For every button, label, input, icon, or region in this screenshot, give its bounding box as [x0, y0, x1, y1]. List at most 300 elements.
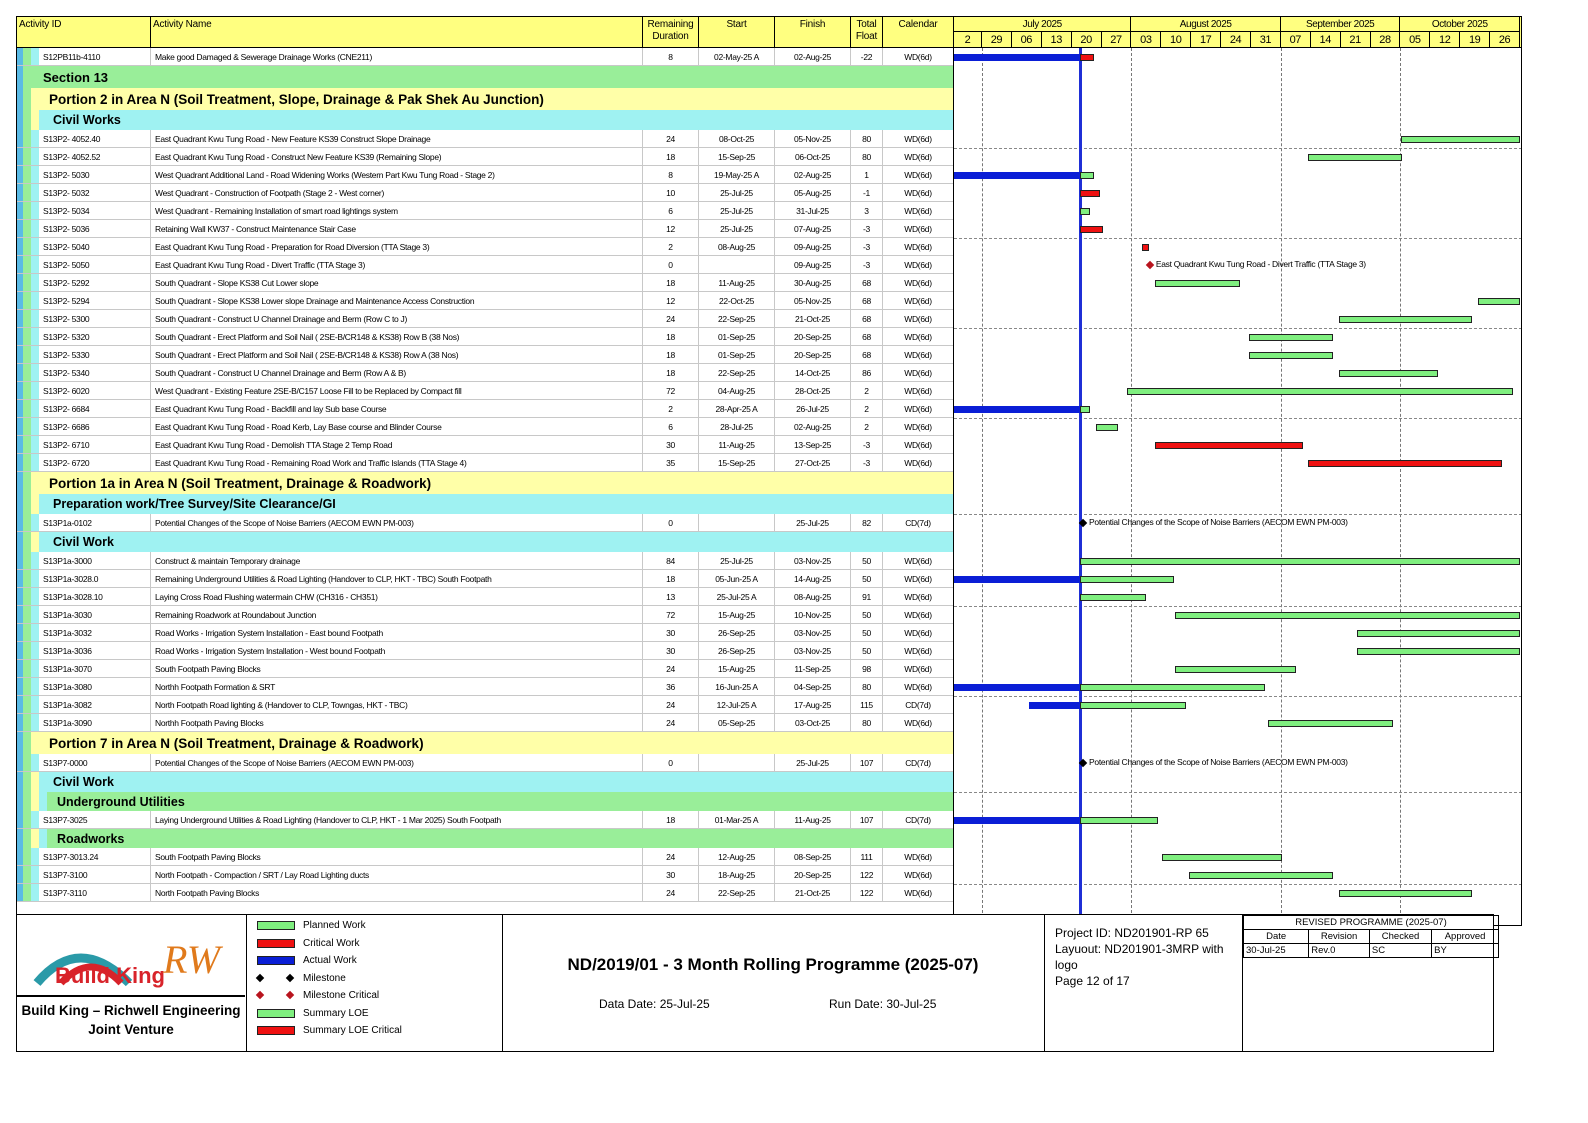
- activity-id: S13P2- 5294: [39, 292, 151, 309]
- legend-milestone-swatch: [257, 974, 295, 983]
- critical-bar[interactable]: [1142, 244, 1149, 251]
- activity-id: S13P2- 5034: [39, 202, 151, 219]
- total-float: 50: [851, 552, 883, 569]
- total-float: 68: [851, 346, 883, 363]
- week-label: 10: [1161, 32, 1191, 48]
- finish-date: 07-Aug-25: [775, 220, 851, 237]
- critical-bar[interactable]: [1308, 460, 1502, 467]
- finish-date: 02-Aug-25: [775, 48, 851, 65]
- activity-id: S13P1a-3080: [39, 678, 151, 695]
- finish-date: 14-Aug-25: [775, 570, 851, 587]
- activity-name: North Footpath - Compaction / SRT / Lay Road Lighting ducts: [151, 866, 643, 883]
- table-row[interactable]: [17, 884, 953, 902]
- total-float: -3: [851, 454, 883, 471]
- total-float: 80: [851, 678, 883, 695]
- civil-label: Civil Works: [53, 113, 121, 127]
- finish-date: 21-Oct-25: [775, 884, 851, 901]
- start-date: [699, 514, 775, 531]
- activity-id: S13P2- 4052.40: [39, 130, 151, 147]
- calendar: WD(6d): [904, 224, 932, 234]
- critical-bar[interactable]: [1080, 226, 1103, 233]
- planned-bar[interactable]: [1080, 406, 1090, 413]
- planned-bar[interactable]: [1080, 208, 1090, 215]
- actual-bar[interactable]: [1029, 702, 1081, 709]
- table-row[interactable]: [17, 660, 953, 678]
- legend-item: [257, 938, 359, 949]
- activity-name: South Quadrant - Construct U Channel Drainage and Berm (Row A & B): [151, 364, 643, 381]
- revision-col: Revision: [1309, 930, 1370, 944]
- week-label: 12: [1430, 32, 1460, 48]
- finish-date: 21-Oct-25: [775, 310, 851, 327]
- actual-bar[interactable]: [954, 684, 1080, 691]
- row-gridline: [954, 418, 1521, 419]
- remaining-duration: 0: [643, 514, 699, 531]
- total-float: 107: [851, 811, 883, 828]
- calendar: CD(7d): [905, 815, 931, 825]
- activity-name: South Footpath Paving Blocks: [151, 660, 643, 677]
- table-row[interactable]: [17, 400, 953, 418]
- week-label: 28: [1371, 32, 1401, 48]
- activity-name: Northh Footpath Formation & SRT: [151, 678, 643, 695]
- remaining-duration: 30: [643, 436, 699, 453]
- remaining-duration: 18: [643, 346, 699, 363]
- planned-bar[interactable]: [1080, 576, 1173, 583]
- remaining-duration: 35: [643, 454, 699, 471]
- activity-id: S13P2- 4052.52: [39, 148, 151, 165]
- planned-bar[interactable]: [1339, 890, 1472, 897]
- col-calendar[interactable]: Calendar: [898, 19, 938, 30]
- total-float: 98: [851, 660, 883, 677]
- table-row[interactable]: [17, 418, 953, 436]
- activity-name: South Quadrant - Construct U Channel Drainage and Berm (Row C to J): [151, 310, 643, 327]
- calendar: WD(6d): [904, 556, 932, 566]
- activity-name: East Quadrant Kwu Tung Road - Demolish TTA Stage 2 Temp Road: [151, 436, 643, 453]
- planned-bar[interactable]: [1478, 298, 1520, 305]
- remaining-duration: 0: [643, 256, 699, 273]
- revision-header: REVISED PROGRAMME (2025-07): [1244, 916, 1499, 930]
- week-label: 13: [1042, 32, 1072, 48]
- planned-bar[interactable]: [1357, 630, 1520, 637]
- milestone-label: Potential Changes of the Scope of Noise Barriers (AECOM EWN PM-003): [1089, 517, 1348, 527]
- planned-bar[interactable]: [1080, 702, 1186, 709]
- activity-id: S12PB11b-4110: [39, 48, 151, 65]
- critical-bar[interactable]: [1080, 54, 1094, 61]
- activity-id: S13P1a-3032: [39, 624, 151, 641]
- activity-id: S13P2- 5030: [39, 166, 151, 183]
- finish-date: 03-Oct-25: [775, 714, 851, 731]
- revision-col: Checked: [1369, 930, 1431, 944]
- table-row[interactable]: [17, 811, 953, 829]
- planned-bar[interactable]: [1249, 334, 1333, 341]
- table-row[interactable]: [17, 754, 953, 772]
- calendar: CD(7d): [905, 758, 931, 768]
- row-gridline: [954, 514, 1521, 515]
- milestone-marker[interactable]: [1146, 261, 1154, 269]
- col-finish[interactable]: Finish: [775, 17, 851, 48]
- start-date: 15-Sep-25: [699, 148, 775, 165]
- table-row[interactable]: [17, 184, 953, 202]
- start-date: 26-Sep-25: [699, 624, 775, 641]
- start-date: 16-Jun-25 A: [699, 678, 775, 695]
- total-float: 68: [851, 292, 883, 309]
- finish-date: 17-Aug-25: [775, 696, 851, 713]
- remaining-duration: 24: [643, 884, 699, 901]
- finish-date: 06-Oct-25: [775, 148, 851, 165]
- calendar: WD(6d): [904, 296, 932, 306]
- planned-bar[interactable]: [1162, 854, 1283, 861]
- civil-band[interactable]: [17, 772, 953, 792]
- start-date: 01-Sep-25: [699, 328, 775, 345]
- month-gridline: [1400, 48, 1401, 926]
- finish-date: 25-Jul-25: [775, 514, 851, 531]
- table-row[interactable]: [17, 848, 953, 866]
- activity-id: S13P1a-3028.10: [39, 588, 151, 605]
- total-float: -1: [851, 184, 883, 201]
- finish-date: 03-Nov-25: [775, 642, 851, 659]
- table-row[interactable]: [17, 274, 953, 292]
- portion-band[interactable]: [17, 88, 953, 110]
- week-label: 17: [1191, 32, 1221, 48]
- table-row[interactable]: [17, 256, 953, 274]
- portion-label: Portion 2 in Area N (Soil Treatment, Slope, Drainage & Pak Shek Au Junction): [49, 91, 544, 107]
- col-total-float[interactable]: Total Float: [851, 17, 883, 48]
- total-float: 68: [851, 274, 883, 291]
- actual-bar[interactable]: [954, 817, 1080, 824]
- project-layout: Layuout: ND201901-3MRP with logo: [1055, 942, 1224, 972]
- finish-date: 05-Aug-25: [775, 184, 851, 201]
- activity-name: South Quadrant - Slope KS38 Cut Lower slope: [151, 274, 643, 291]
- page-number: Page 12 of 17: [1055, 974, 1130, 988]
- section-band[interactable]: [17, 66, 953, 88]
- table-row[interactable]: [17, 678, 953, 696]
- finish-date: 11-Sep-25: [775, 660, 851, 677]
- finish-date: 08-Sep-25: [775, 848, 851, 865]
- table-row[interactable]: [17, 606, 953, 624]
- start-date: 22-Sep-25: [699, 884, 775, 901]
- total-float: 68: [851, 328, 883, 345]
- activity-id: S13P7-3025: [39, 811, 151, 828]
- legend-label: Milestone: [303, 972, 346, 984]
- project-info: [1045, 915, 1243, 1051]
- legend-swatch: [257, 1026, 295, 1035]
- table-row[interactable]: [17, 364, 953, 382]
- planned-bar[interactable]: [1249, 352, 1333, 359]
- table-row[interactable]: [17, 588, 953, 606]
- activity-name: North Footpath Road lighting & (Handover to CLP, Towngas, HKT - TBC): [151, 696, 643, 713]
- week-label: 31: [1251, 32, 1281, 48]
- section-label: Section 13: [43, 69, 109, 85]
- legend-label: Actual Work: [303, 955, 357, 966]
- civil-band[interactable]: [17, 494, 953, 514]
- start-date: 05-Sep-25: [699, 714, 775, 731]
- start-date: [699, 754, 775, 771]
- finish-date: 13-Sep-25: [775, 436, 851, 453]
- activity-id: S13P1a-3000: [39, 552, 151, 569]
- remaining-duration: 12: [643, 292, 699, 309]
- table-row[interactable]: [17, 436, 953, 454]
- table-row[interactable]: [17, 48, 953, 66]
- finish-date: 03-Nov-25: [775, 552, 851, 569]
- remaining-duration: 2: [643, 400, 699, 417]
- col-remaining-duration[interactable]: Remaining Duration: [643, 17, 699, 48]
- planned-bar[interactable]: [1339, 316, 1472, 323]
- row-gridline: [954, 606, 1521, 607]
- data-date-line: [1079, 48, 1082, 926]
- total-float: 86: [851, 364, 883, 381]
- calendar: WD(6d): [904, 52, 932, 62]
- total-float: 115: [851, 696, 883, 713]
- actual-bar[interactable]: [954, 576, 1080, 583]
- actual-bar[interactable]: [954, 406, 1080, 413]
- activity-name: West Quadrant - Remaining Installation of smart road lightings system: [151, 202, 643, 219]
- table-row[interactable]: [17, 514, 953, 532]
- calendar: WD(6d): [904, 134, 932, 144]
- remaining-duration: 2: [643, 238, 699, 255]
- table-row[interactable]: [17, 454, 953, 472]
- activity-name: Road Works - Irrigation System Installation - West bound Footpath: [151, 642, 643, 659]
- start-date: 15-Aug-25: [699, 660, 775, 677]
- calendar: WD(6d): [904, 682, 932, 692]
- sub-band[interactable]: [17, 829, 953, 848]
- calendar: WD(6d): [904, 888, 932, 898]
- logo-rw-text: RW: [163, 937, 221, 982]
- total-float: 50: [851, 570, 883, 587]
- month-label: August 2025: [1131, 17, 1280, 32]
- activity-name: South Quadrant - Slope KS38 Lower slope Drainage and Maintenance Access Construction: [151, 292, 643, 309]
- table-row[interactable]: [17, 130, 953, 148]
- total-float: 80: [851, 714, 883, 731]
- total-float: 122: [851, 884, 883, 901]
- activity-name: Laying Underground Utilities & Road Lighting (Handover to CLP, HKT - 1 Mar 2025) South Footpath: [151, 811, 643, 828]
- start-date: 12-Jul-25 A: [699, 696, 775, 713]
- planned-bar[interactable]: [1401, 136, 1520, 143]
- planned-bar[interactable]: [1155, 280, 1239, 287]
- activity-name: North Footpath Paving Blocks: [151, 884, 643, 901]
- start-date: [699, 256, 775, 273]
- planned-bar[interactable]: [1308, 154, 1402, 161]
- finish-date: 08-Aug-25: [775, 588, 851, 605]
- calendar: WD(6d): [904, 458, 932, 468]
- legend-label: Summary LOE: [303, 1007, 369, 1019]
- calendar: WD(6d): [904, 260, 932, 270]
- remaining-duration: 36: [643, 678, 699, 695]
- remaining-duration: 30: [643, 642, 699, 659]
- remaining-duration: 24: [643, 848, 699, 865]
- activity-id: S13P1a-0102: [39, 514, 151, 531]
- row-gridline: [954, 328, 1521, 329]
- planned-bar[interactable]: [1096, 424, 1119, 431]
- calendar: WD(6d): [904, 592, 932, 602]
- finish-date: 14-Oct-25: [775, 364, 851, 381]
- finish-date: 26-Jul-25: [775, 400, 851, 417]
- civil-label: Civil Work: [53, 535, 114, 549]
- planned-bar[interactable]: [1268, 720, 1393, 727]
- week-label: 29: [982, 32, 1012, 48]
- row-gridline: [954, 238, 1521, 239]
- activity-name: Potential Changes of the Scope of Noise Barriers (AECOM EWN PM-003): [151, 514, 643, 531]
- table-row[interactable]: [17, 642, 953, 660]
- start-date: 25-Jul-25: [699, 202, 775, 219]
- activity-id: S13P2- 5050: [39, 256, 151, 273]
- total-float: 50: [851, 624, 883, 641]
- sub-label: Roadworks: [57, 831, 125, 846]
- table-row[interactable]: [17, 238, 953, 256]
- planned-bar[interactable]: [1175, 666, 1297, 673]
- planned-bar[interactable]: [1080, 817, 1158, 824]
- total-float: 68: [851, 310, 883, 327]
- start-date: 05-Jun-25 A: [699, 570, 775, 587]
- start-date: 26-Sep-25: [699, 642, 775, 659]
- table-row[interactable]: [17, 166, 953, 184]
- activity-name: East Quadrant Kwu Tung Road - New Feature KS39 Construct Slope Drainage: [151, 130, 643, 147]
- portion-label: Portion 7 in Area N (Soil Treatment, Drainage & Roadwork): [49, 735, 424, 751]
- start-date: 25-Jul-25 A: [699, 588, 775, 605]
- run-date: Run Date: 30-Jul-25: [829, 997, 937, 1011]
- calendar: WD(6d): [904, 368, 932, 378]
- activity-name: South Quadrant - Erect Platform and Soil Nail ( 2SE-B/CR148 & KS38) Row A (38 Nos): [151, 346, 643, 363]
- programme-title: ND/2019/01 - 3 Month Rolling Programme (2025-07): [567, 955, 979, 974]
- activity-name: Laying Cross Road Flushing watermain CHW (CH316 - CH351): [151, 588, 643, 605]
- total-float: 91: [851, 588, 883, 605]
- actual-bar[interactable]: [954, 172, 1080, 179]
- table-row[interactable]: [17, 292, 953, 310]
- total-float: 2: [851, 382, 883, 399]
- portion-band[interactable]: [17, 472, 953, 494]
- calendar: WD(6d): [904, 870, 932, 880]
- start-date: 25-Jul-25: [699, 184, 775, 201]
- table-row[interactable]: [17, 202, 953, 220]
- week-label: 14: [1311, 32, 1341, 48]
- activity-name: East Quadrant Kwu Tung Road - Construct New Feature KS39 (Remaining Slope): [151, 148, 643, 165]
- civil-label: Civil Work: [53, 775, 114, 789]
- calendar: WD(6d): [904, 718, 932, 728]
- remaining-duration: 30: [643, 624, 699, 641]
- col-activity-name[interactable]: Activity Name: [151, 17, 643, 48]
- month-gridline: [1281, 48, 1282, 926]
- total-float: -3: [851, 436, 883, 453]
- week-label: 2: [954, 32, 982, 48]
- activity-id: S13P2- 6020: [39, 382, 151, 399]
- week-label: 06: [1012, 32, 1042, 48]
- start-date: 18-Aug-25: [699, 866, 775, 883]
- gridline: [982, 48, 983, 926]
- civil-band[interactable]: [17, 532, 953, 552]
- activity-id: S13P1a-3028.0: [39, 570, 151, 587]
- finish-date: 25-Jul-25: [775, 754, 851, 771]
- remaining-duration: 18: [643, 274, 699, 291]
- remaining-duration: 24: [643, 696, 699, 713]
- planned-bar[interactable]: [1080, 594, 1146, 601]
- col-start[interactable]: Start: [699, 17, 775, 48]
- planned-bar[interactable]: [1339, 370, 1438, 377]
- activity-id: S13P1a-3070: [39, 660, 151, 677]
- finish-date: 27-Oct-25: [775, 454, 851, 471]
- start-date: 11-Aug-25: [699, 436, 775, 453]
- total-float: 3: [851, 202, 883, 219]
- activity-id: S13P1a-3090: [39, 714, 151, 731]
- sub-band[interactable]: [17, 792, 953, 811]
- total-float: 2: [851, 418, 883, 435]
- planned-bar[interactable]: [1357, 648, 1520, 655]
- revision-block: [1243, 915, 1495, 1051]
- sub-label: Underground Utilities: [57, 794, 185, 809]
- total-float: -3: [851, 256, 883, 273]
- logo-line-2: Joint Venture: [88, 1022, 174, 1037]
- table-row[interactable]: [17, 346, 953, 364]
- table-row[interactable]: [17, 624, 953, 642]
- activity-id: S13P2- 5040: [39, 238, 151, 255]
- remaining-duration: 6: [643, 202, 699, 219]
- table-row[interactable]: [17, 328, 953, 346]
- table-row[interactable]: [17, 714, 953, 732]
- start-date: 25-Jul-25: [699, 220, 775, 237]
- calendar: CD(7d): [905, 700, 931, 710]
- table-row[interactable]: [17, 148, 953, 166]
- portion-band[interactable]: [17, 732, 953, 754]
- remaining-duration: 10: [643, 184, 699, 201]
- table-row[interactable]: [17, 696, 953, 714]
- calendar: WD(6d): [904, 188, 932, 198]
- start-date: 22-Sep-25: [699, 310, 775, 327]
- planned-bar[interactable]: [1080, 172, 1094, 179]
- planned-bar[interactable]: [1189, 872, 1333, 879]
- revision-table: [1243, 915, 1499, 1028]
- activity-id: S13P2- 6720: [39, 454, 151, 471]
- activity-name: Remaining Roadwork at Roundabout Junction: [151, 606, 643, 623]
- col-activity-id[interactable]: Activity ID: [17, 17, 151, 48]
- week-label: 20: [1072, 32, 1102, 48]
- start-date: 28-Jul-25: [699, 418, 775, 435]
- calendar: WD(6d): [904, 152, 932, 162]
- footer-panel: [16, 914, 1494, 1052]
- actual-bar[interactable]: [954, 54, 1080, 61]
- activity-table: [17, 17, 953, 926]
- calendar: CD(7d): [905, 518, 931, 528]
- civil-band[interactable]: [17, 110, 953, 130]
- legend: [247, 915, 503, 1051]
- calendar: WD(6d): [904, 350, 932, 360]
- table-row[interactable]: [17, 382, 953, 400]
- activity-id: S13P2- 5340: [39, 364, 151, 381]
- planned-bar[interactable]: [1080, 684, 1265, 691]
- legend-label: Summary LOE Critical: [303, 1025, 402, 1036]
- calendar: WD(6d): [904, 170, 932, 180]
- table-row[interactable]: [17, 570, 953, 588]
- total-float: -22: [851, 48, 883, 65]
- planned-bar[interactable]: [1080, 558, 1520, 565]
- planned-bar[interactable]: [1175, 612, 1520, 619]
- planned-bar[interactable]: [1127, 388, 1514, 395]
- revision-col: Date: [1244, 930, 1309, 944]
- remaining-duration: 18: [643, 364, 699, 381]
- calendar: WD(6d): [904, 440, 932, 450]
- table-row[interactable]: [17, 866, 953, 884]
- critical-bar[interactable]: [1155, 442, 1303, 449]
- start-date: 04-Aug-25: [699, 382, 775, 399]
- table-row[interactable]: [17, 220, 953, 238]
- table-row[interactable]: [17, 310, 953, 328]
- portion-label: Portion 1a in Area N (Soil Treatment, Drainage & Roadwork): [49, 475, 432, 491]
- start-date: 12-Aug-25: [699, 848, 775, 865]
- table-row[interactable]: [17, 552, 953, 570]
- critical-bar[interactable]: [1080, 190, 1100, 197]
- finish-date: 09-Aug-25: [775, 256, 851, 273]
- activity-name: East Quadrant Kwu Tung Road - Road Kerb, Lay Base course and Blinder Course: [151, 418, 643, 435]
- project-id: Project ID: ND201901-RP 65: [1055, 926, 1209, 940]
- activity-id: S13P2- 6686: [39, 418, 151, 435]
- total-float: 80: [851, 148, 883, 165]
- finish-date: 20-Sep-25: [775, 328, 851, 345]
